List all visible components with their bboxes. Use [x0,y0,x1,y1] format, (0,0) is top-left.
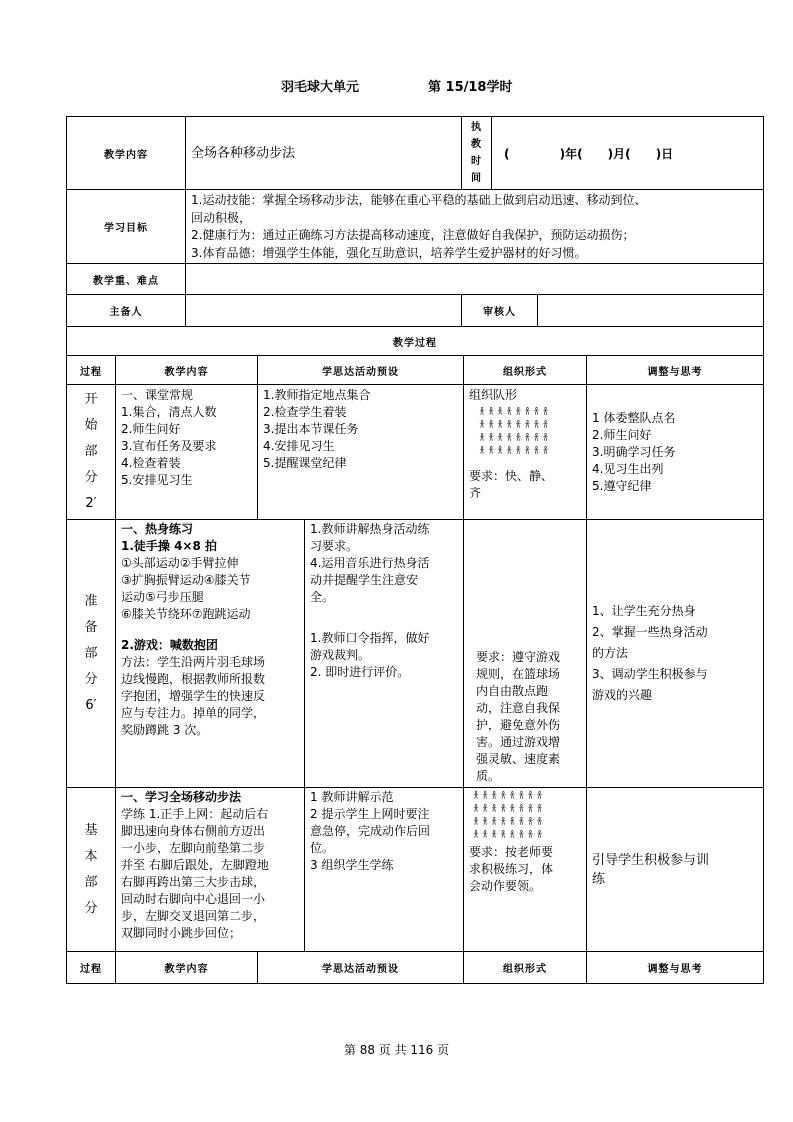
person-icon-row: 𐀪𐀪𐀪𐀪𐀪𐀪𐀪𐀪 [473,791,546,802]
person-icon-row: 𐀪𐀪𐀪𐀪𐀪𐀪𐀪𐀪 [473,817,546,828]
formation-rows [473,790,581,842]
formation-rows [479,406,581,458]
goal-list [186,190,764,264]
basic-org: 𐀪𐀪𐀪𐀪𐀪𐀪𐀪𐀪 𐀪𐀪𐀪𐀪𐀪𐀪𐀪𐀪 𐀪𐀪𐀪𐀪𐀪𐀪𐀪𐀪 𐀪𐀪𐀪𐀪𐀪𐀪𐀪𐀪 要求：按老师要 求积极练习，体 会动作要领。 [464,788,587,952]
preparer-value[interactable] [186,295,462,327]
goal-label: 学习目标 [67,190,186,264]
key-points-label: 教学重、难点 [67,264,186,295]
content-label: 教学内容 [67,117,186,190]
col-stage-repeat: 过程 [67,952,116,984]
content-value: 全场各种移动步法 [186,117,462,190]
process-table [66,355,764,984]
stage-basic: 基 本 部 分 [67,788,116,952]
start-activity: 1.教师指定地点集合 2.检查学生着装 3.提出本节课任务 4.安排见习生 5.提醒课堂纪律 [258,385,464,520]
col-org: 组织形式 [464,356,587,385]
col-activity: 学思达活动预设 [258,356,464,385]
start-org: 组织队形 𐀪𐀪𐀪𐀪𐀪𐀪𐀪𐀪 𐀪𐀪𐀪𐀪𐀪𐀪𐀪𐀪 𐀪𐀪𐀪𐀪𐀪𐀪𐀪𐀪 𐀪𐀪𐀪𐀪𐀪𐀪𐀪𐀪 要求：快、静、 齐 [464,385,587,520]
person-icon-row: 𐀪𐀪𐀪𐀪𐀪𐀪𐀪𐀪 [479,433,552,444]
goal-line: 1.运动技能：掌握全场移动步法，能够在重心平稳的基础上做到启动迅速、移动到位、 [191,193,647,207]
reviewer-label: 审核人 [462,295,538,327]
start-reflect: 1 体委整队点名 2.师生问好 3.明确学习任务 4.见习生出列 5.遵守纪律 [587,385,764,520]
col-content: 教学内容 [116,356,258,385]
person-icon-row: 𐀪𐀪𐀪𐀪𐀪𐀪𐀪𐀪 [473,830,546,841]
prep-content: 一、热身练习 1.徒手操 4×8 拍 ①头部运动②手臂拉伸 ③扩胸振臂运动④膝关节 运动⑤弓步压腿 ⑥膝关节绕环⑦跑跳运动 2.游戏：喊数抱团 方法：学生沿两片羽毛球场 边线慢跑，根据教师所报数 字抱团，增强学生的快速反 应与专注力。掉单的同学， 奖励蹲跳 3 次。 [116,520,305,788]
page-header [0,76,793,98]
person-icon-row: 𐀪𐀪𐀪𐀪𐀪𐀪𐀪𐀪 [479,420,552,431]
lesson-info-table [66,116,764,356]
prep-org: 要求：遵守游戏 规则，在篮球场 内自由散点跑 动，注意自我保 护，避免意外伤 害。通过游戏增 强灵敏、速度素 质。 [464,520,587,788]
stage-start: 开 始 部 分 2′ [67,385,116,520]
basic-reflect: 引导学生积极参与训 练 [587,788,764,952]
preparer-label: 主备人 [67,295,186,327]
prep-reflect: 1、让学生充分热身 2、掌握一些热身活动 的方法 3、调动学生积极参与 游戏的兴趣 [587,520,764,788]
col-content-repeat: 教学内容 [116,952,258,984]
key-points-value[interactable] [186,264,764,295]
process-label: 教学过程 [67,327,764,356]
prep-activity: 1.教师讲解热身活动练 习要求。 4.运用音乐进行热身活 动并提醒学生注意安 全。 1.教师口令指挥，做好 游戏裁判。 2. 即时进行评价。 [305,520,464,788]
time-label: 执 教 时 间 [462,117,492,190]
basic-content: 一、学习全场移动步法 学练 1.正手上网：起动后右 脚迅速向身体右侧前方迈出 一小步，左脚向前垫第二步 并至 右脚后跟处，左脚蹬地 右脚再跨出第三大步击球， 回动时右脚向中心退回一小 步，左脚交叉退回第二步， 双脚同时小跳步回位； [116,788,305,952]
col-stage: 过程 [67,356,116,385]
reviewer-value[interactable] [538,295,764,327]
goal-line: 回动积极， [191,210,252,225]
page-footer: 第 88 页 共 116 页 [343,1043,450,1057]
person-icon-row: 𐀪𐀪𐀪𐀪𐀪𐀪𐀪𐀪 [479,446,552,457]
col-reflect: 调整与思考 [587,356,764,385]
goal-line: 3.体育品德：增强学生体能，强化互助意识，培养学生爱护器材的好习惯。 [191,245,587,260]
basic-activity: 1 教师讲解示范 2 提示学生上网时要注 意急停，完成动作后回 位。 3 组织学生学练 [305,788,464,952]
person-icon-row: 𐀪𐀪𐀪𐀪𐀪𐀪𐀪𐀪 [473,804,546,815]
stage-prep: 准 备 部 分 6′ [67,520,116,788]
date-field[interactable]: ( )年( )月( )日 [492,117,764,190]
person-icon-row: 𐀪𐀪𐀪𐀪𐀪𐀪𐀪𐀪 [479,407,552,418]
unit-title: 羽毛球大单元 [281,80,360,95]
goal-line: 2.健康行为：通过正确练习方法提高移动速度，注意做好自我保护，预防运动损伤； [191,228,635,242]
col-activity-repeat: 学思达活动预设 [258,952,464,984]
col-org-repeat: 组织形式 [464,952,587,984]
start-content: 一、课堂常规 1.集合，清点人数 2.师生问好 3.宣布任务及要求 4.检查着装 5.安排见习生 [116,385,258,520]
col-reflect-repeat: 调整与思考 [587,952,764,984]
lesson-number: 第 15/18学时 [428,80,513,95]
